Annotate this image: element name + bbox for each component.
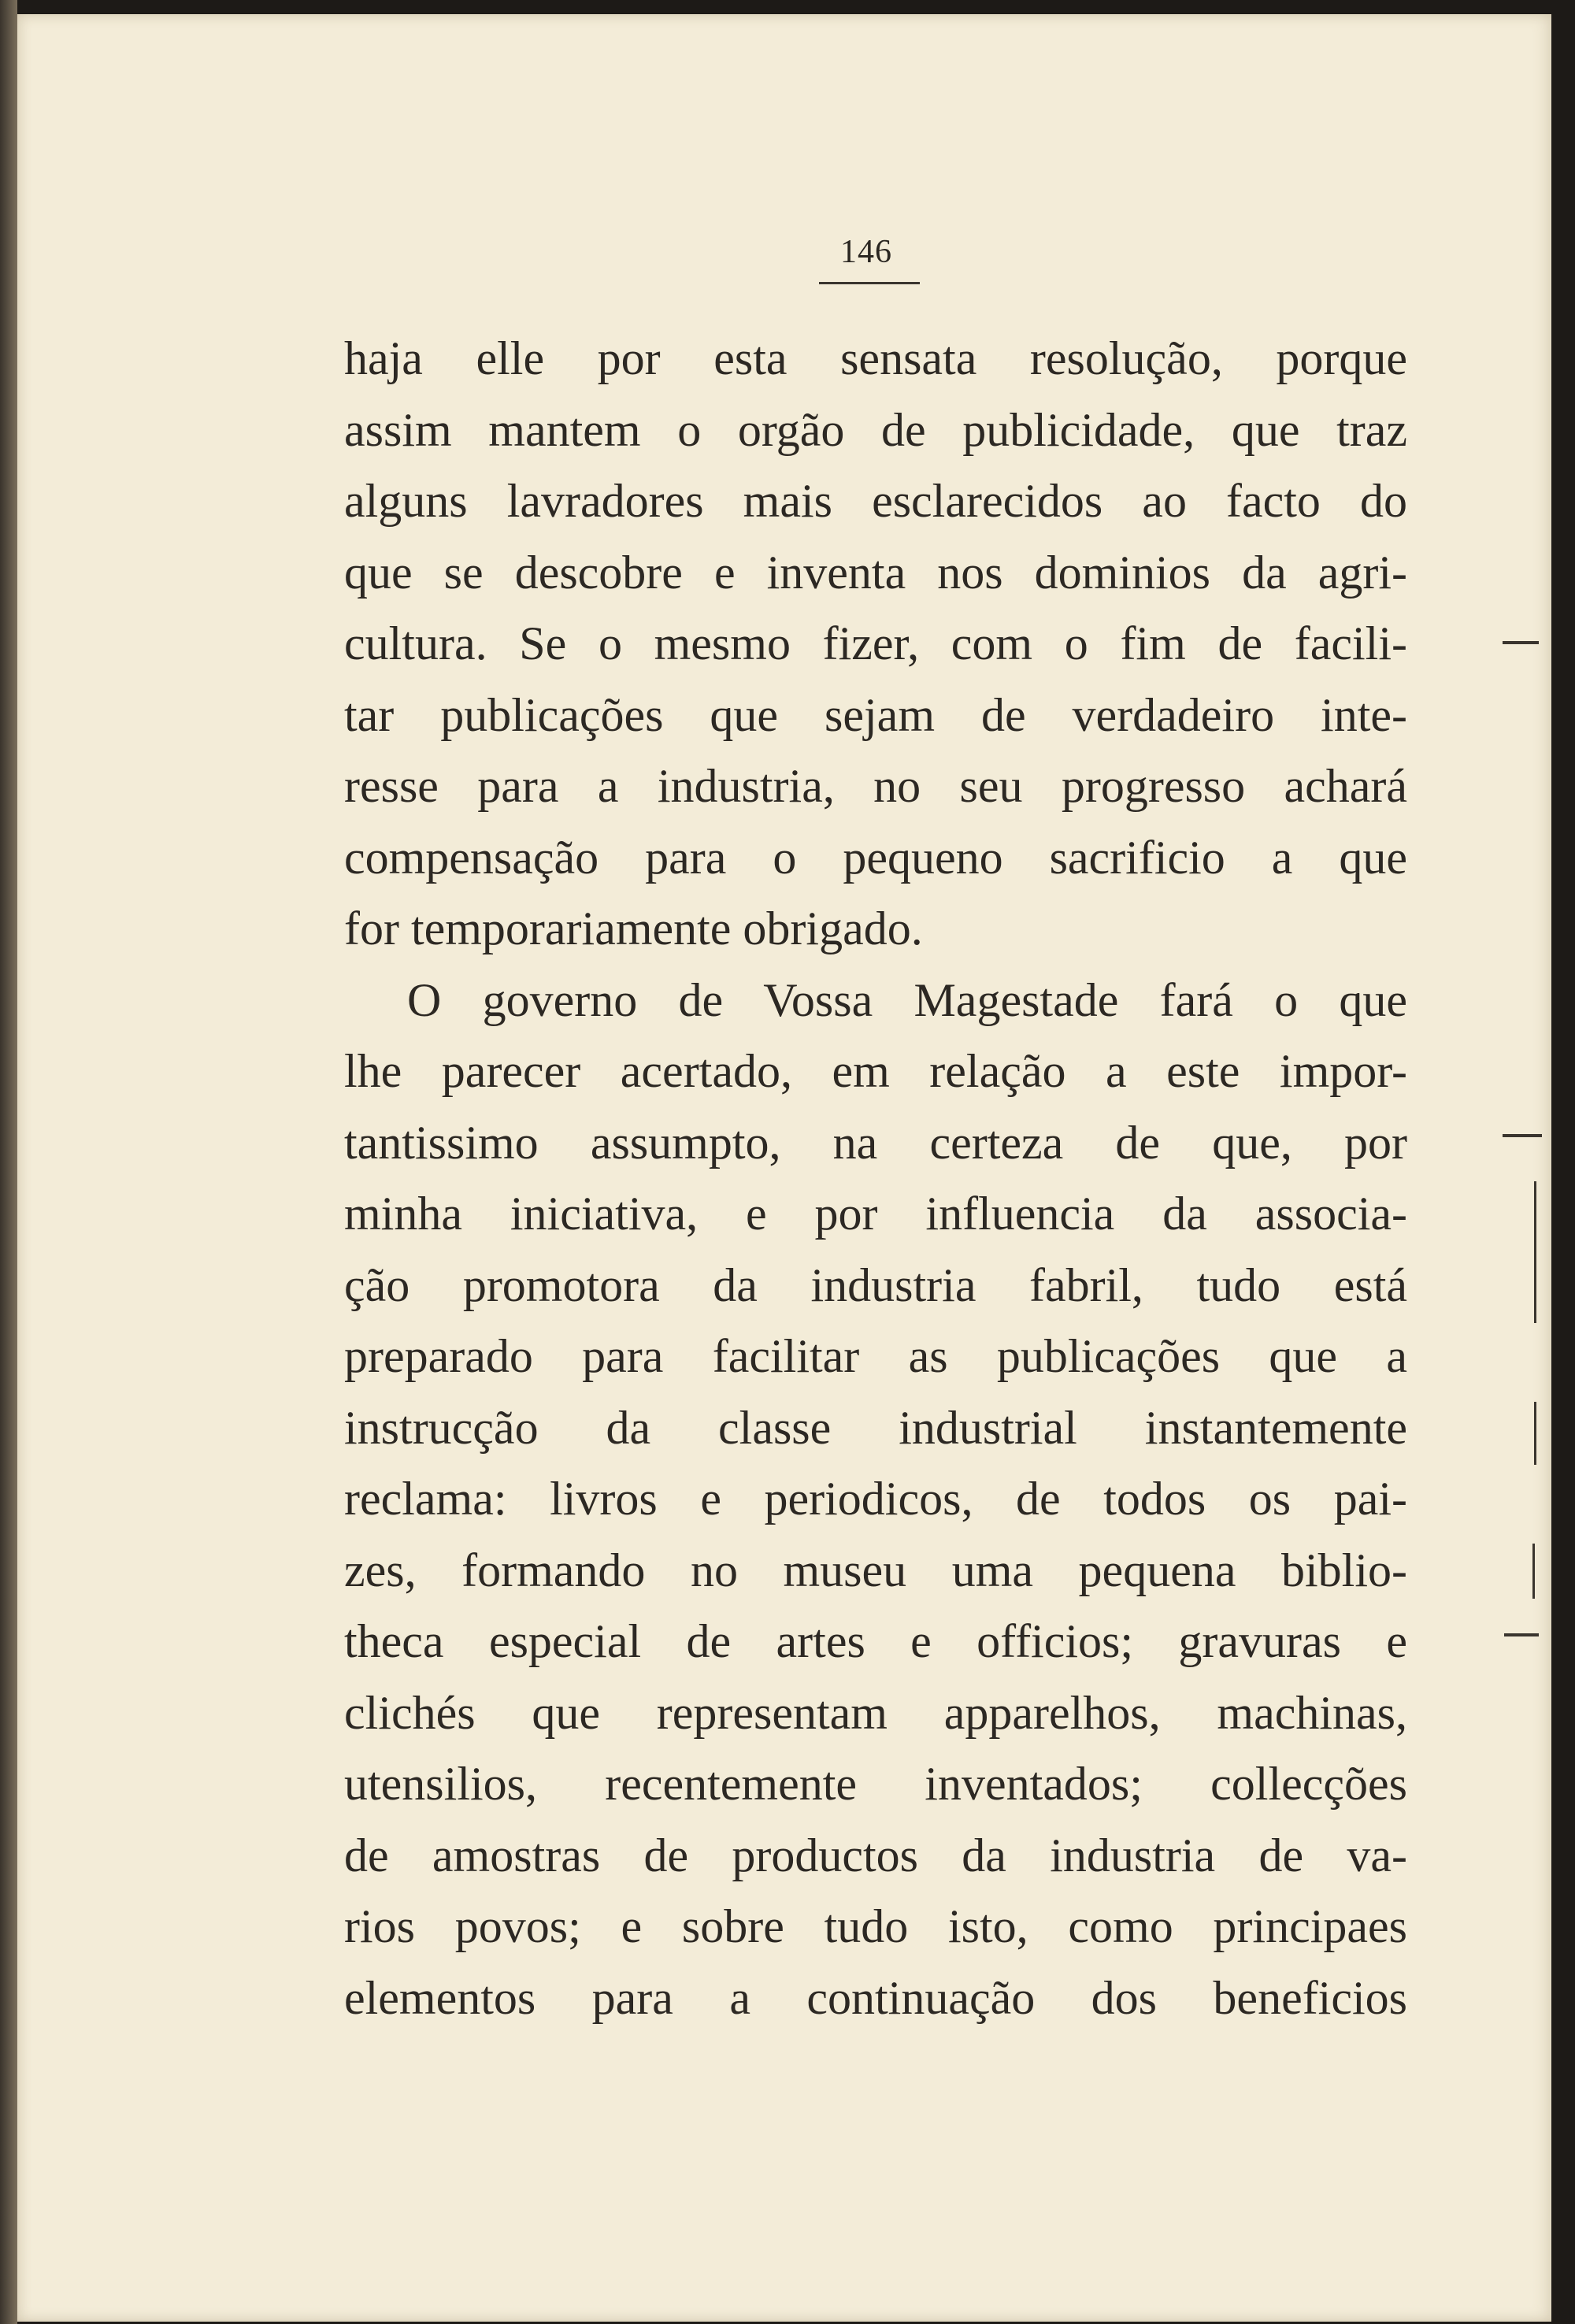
text-line: assim mantem o orgão de publicidade, que traz bbox=[344, 403, 1407, 456]
text-line: cultura. Se o mesmo fizer, com o fim de facili- bbox=[344, 617, 1407, 669]
text-line: haja elle por esta sensata resolução, porque bbox=[344, 332, 1407, 384]
page-number: 146 bbox=[840, 234, 892, 270]
margin-line-2 bbox=[1534, 1402, 1536, 1465]
book-binding-edge bbox=[0, 0, 17, 2324]
text-line: elementos para a continuação dos beneficios bbox=[344, 1971, 1407, 2024]
text-line: de amostras de productos da industria de va- bbox=[344, 1829, 1407, 1881]
text-line: reclama: livros e periodicos, de todos os pai- bbox=[344, 1473, 1407, 1525]
margin-line-1 bbox=[1534, 1181, 1536, 1323]
text-line: utensilios, recentemente inventados; collecções bbox=[344, 1758, 1407, 1810]
text-line: alguns lavradores mais esclarecidos ao facto do bbox=[344, 475, 1407, 527]
body-text bbox=[344, 323, 1407, 2033]
text-line: ção promotora da industria fabril, tudo está bbox=[344, 1258, 1407, 1311]
text-line: preparado para facilitar as publicações que a bbox=[344, 1330, 1407, 1382]
text-line: rios povos; e sobre tudo isto, como principaes bbox=[344, 1900, 1407, 1952]
text-line: theca especial de artes e officios; gravuras e bbox=[344, 1615, 1407, 1667]
text-line: compensação para o pequeno sacrificio a que bbox=[344, 831, 1407, 884]
page-number-rule bbox=[819, 282, 920, 284]
text-line: clichés que representam apparelhos, machinas, bbox=[344, 1686, 1407, 1739]
text-line: que se descobre e inventa nos dominios da agri- bbox=[344, 546, 1407, 599]
text-line: resse para a industria, no seu progresso achará bbox=[344, 760, 1407, 812]
margin-line-3 bbox=[1532, 1544, 1535, 1599]
text-line: tantissimo assumpto, na certeza de que, por bbox=[344, 1116, 1407, 1169]
text-line: minha iniciativa, e por influencia da associa- bbox=[344, 1188, 1407, 1240]
text-line: zes, formando no museu uma pequena biblio- bbox=[344, 1544, 1407, 1596]
margin-mark-1 bbox=[1503, 641, 1539, 644]
margin-mark-2 bbox=[1503, 1134, 1542, 1137]
text-line: tar publicações que sejam de verdadeiro inte- bbox=[344, 688, 1407, 741]
margin-mark-3 bbox=[1504, 1633, 1539, 1636]
text-line: for temporariamente obrigado. bbox=[344, 903, 923, 954]
text-line: O governo de Vossa Magestade fará o que bbox=[407, 973, 1407, 1026]
text-line: instrucção da classe industrial instantemente bbox=[344, 1401, 1407, 1454]
text-line: lhe parecer acertado, em relação a este impor- bbox=[344, 1045, 1407, 1097]
